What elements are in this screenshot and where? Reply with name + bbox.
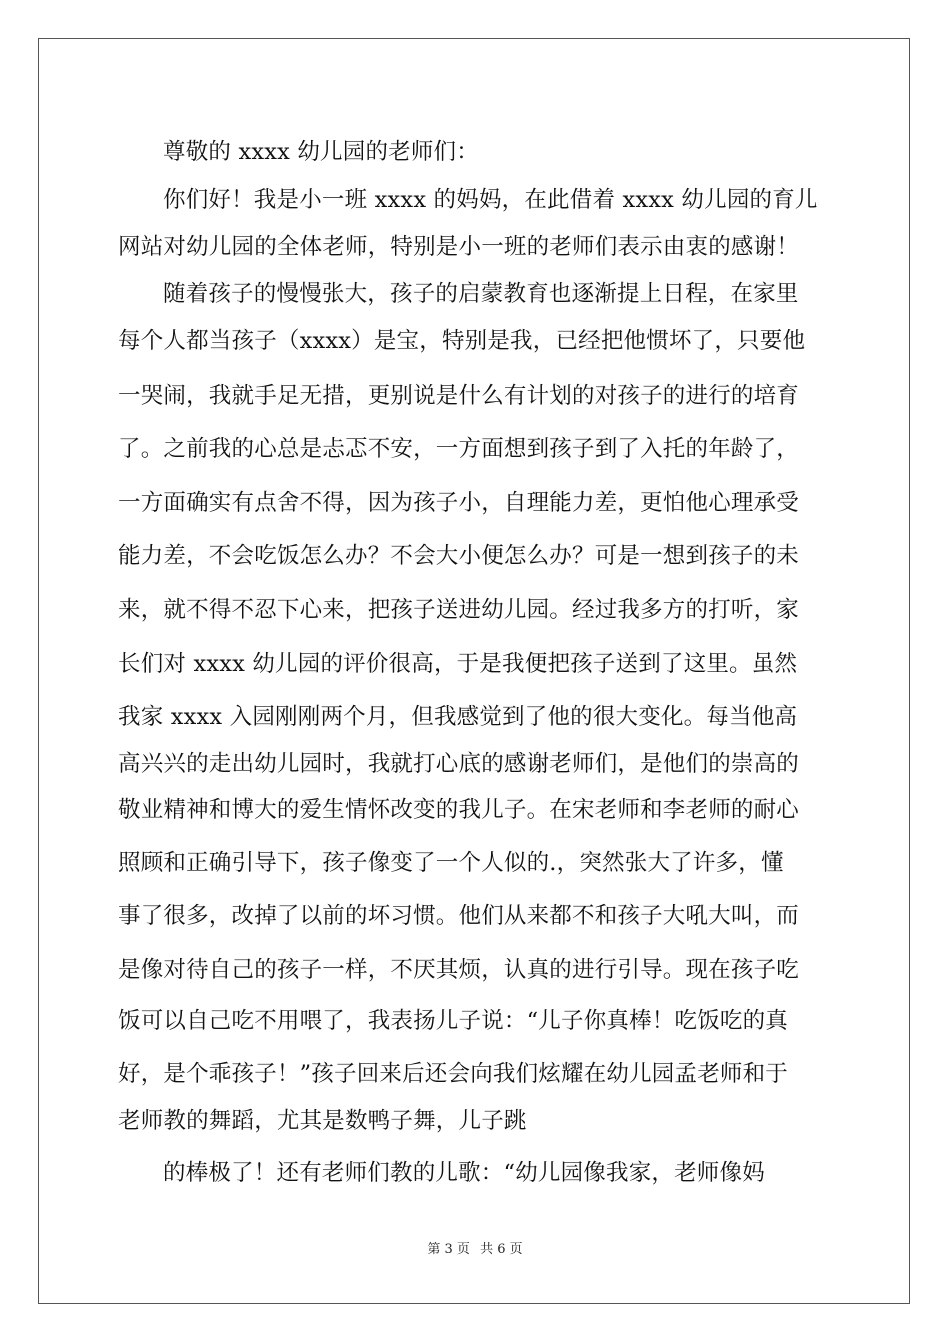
text-line: 的棒极了！还有老师们教的儿歌：“幼儿园像我家，老师像妈: [163, 1160, 765, 1186]
text-line: 敬业精神和博大的爱生情怀改变的我儿子。在宋老师和李老师的耐心: [118, 797, 800, 823]
salutation: 尊敬的 xxxx 幼儿园的老师们：: [163, 139, 479, 165]
text-line: 事了很多，改掉了以前的坏习惯。他们从来都不和孩子大吼大叫，而: [118, 903, 800, 929]
text-line: 我家 xxxx 入园刚刚两个月，但我感觉到了他的很大变化。每当他高: [118, 704, 798, 730]
page-number: 第 3 页: [427, 1242, 470, 1257]
text-line: 来，就不得不忍下心来，把孩子送进幼儿园。经过我多方的打听，家: [118, 597, 800, 623]
page-footer: [0, 1238, 950, 1257]
text-line: 饭可以自己吃不用喂了，我表扬儿子说：“儿子你真棒！吃饭吃的真: [118, 1008, 789, 1034]
text-line: 好，是个乖孩子！”孩子回来后还会向我们炫耀在幼儿园孟老师和于: [118, 1061, 789, 1087]
page-total: 共 6 页: [480, 1242, 523, 1257]
text-line: 能力差，不会吃饭怎么办？不会大小便怎么办？可是一想到孩子的未: [118, 543, 800, 569]
text-line: 一哭闹，我就手足无措，更别说是什么有计划的对孩子的进行的培育: [118, 383, 800, 409]
text-line: 老师教的舞蹈，尤其是数鸭子舞，儿子跳: [118, 1108, 527, 1134]
text-line: 网站对幼儿园的全体老师，特别是小一班的老师们表示由衷的感谢！: [118, 234, 800, 260]
text-line: 长们对 xxxx 幼儿园的评价很高，于是我便把孩子送到了这里。虽然: [118, 651, 798, 677]
text-line: 你们好！我是小一班 xxxx 的妈妈，在此借着 xxxx 幼儿园的育儿: [163, 187, 818, 213]
text-line: 是像对待自己的孩子一样，不厌其烦，认真的进行引导。现在孩子吃: [118, 957, 800, 983]
text-line: 照顾和正确引导下，孩子像变了一个人似的.，突然张大了许多，懂: [118, 850, 784, 876]
text-line: 每个人都当孩子（xxxx）是宝，特别是我，已经把他惯坏了，只要他: [118, 328, 806, 354]
text-line: 一方面确实有点舍不得，因为孩子小，自理能力差，更怕他心理承受: [118, 490, 800, 516]
text-line: 高兴兴的走出幼儿园时，我就打心底的感谢老师们，是他们的崇高的: [118, 751, 800, 777]
text-line: 随着孩子的慢慢张大，孩子的启蒙教育也逐渐提上日程，在家里: [163, 281, 799, 307]
text-line: 了。之前我的心总是忐忑不安，一方面想到孩子到了入托的年龄了，: [118, 436, 800, 462]
